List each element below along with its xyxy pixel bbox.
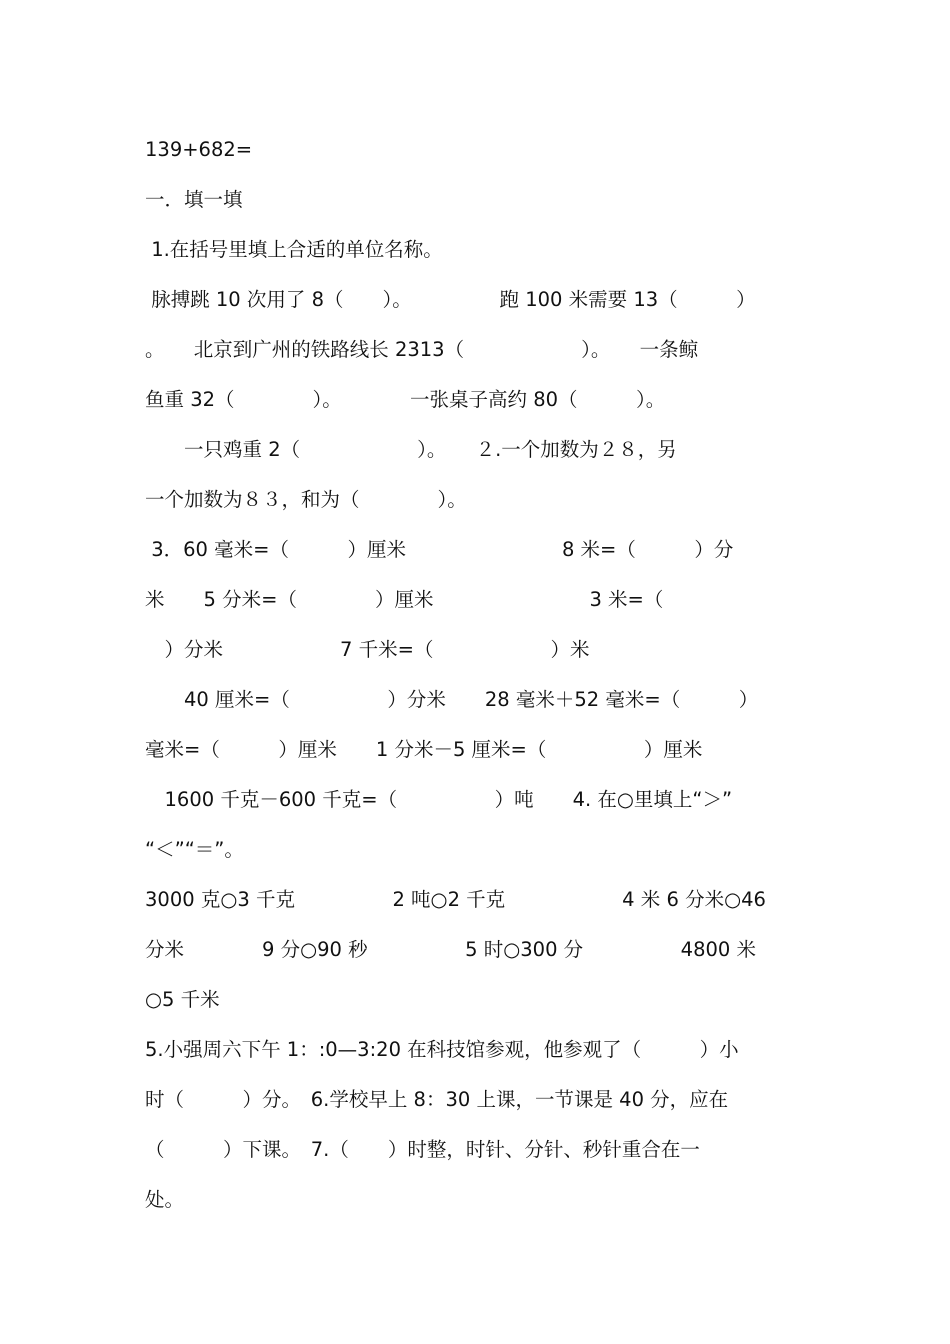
text-line: 3．60 毫米=（ ）厘米 8 米=（ ）分 [145,538,734,561]
text-line: “＜”“＝”。 [145,838,244,861]
text-line: 鱼重 32（ ）。 一张桌子高约 80（ ）。 [145,388,666,411]
text-line: 米 5 分米=（ ）厘米 3 米=（ [145,588,664,611]
text-line: 3000 克○3 千克 2 吨○2 千克 4 米 6 分米○46 [145,888,766,911]
text-line: 。 北京到广州的铁路线长 2313（ ）。 一条鲸 [145,338,699,361]
text-line: 139+682= [145,138,253,161]
text-line: ○5 千米 [145,988,220,1011]
text-line: 处。 [145,1188,185,1211]
text-line: 一个加数为８３，和为（ ）。 [145,488,467,511]
text-line: 40 厘米=（ ）分米 28 毫米＋52 毫米=（ ） [145,688,759,711]
text-line: 毫米=（ ）厘米 1 分米－5 厘米=（ ）厘米 [145,738,703,761]
text-line: 时（ ）分。 6.学校早上 8：30 上课，一节课是 40 分，应在 [145,1088,729,1111]
text-line: 5.小强周六下午 1：:0—3:20 在科技馆参观，他参观了（ ）小 [145,1038,739,1061]
text-line: 脉搏跳 10 次用了 8（ ）。 跑 100 米需要 13（ ） [145,288,756,311]
text-line: （ ）下课。 7.（ ）时整，时针、分针、秒针重合在一 [145,1138,700,1161]
text-line: 一只鸡重 2（ ）。 ２.一个加数为２８，另 [145,438,677,461]
text-line: 1600 千克－600 千克=（ ）吨 4. 在○里填上“＞” [145,788,733,811]
text-line: ）分米 7 千米=（ ）米 [145,638,590,661]
text-line: 分米 9 分○90 秒 5 时○300 分 4800 米 [145,938,756,961]
question-1-heading: 1.在括号里填上合适的单位名称。 [145,238,443,261]
section-title: 一．填一填 [145,188,243,211]
